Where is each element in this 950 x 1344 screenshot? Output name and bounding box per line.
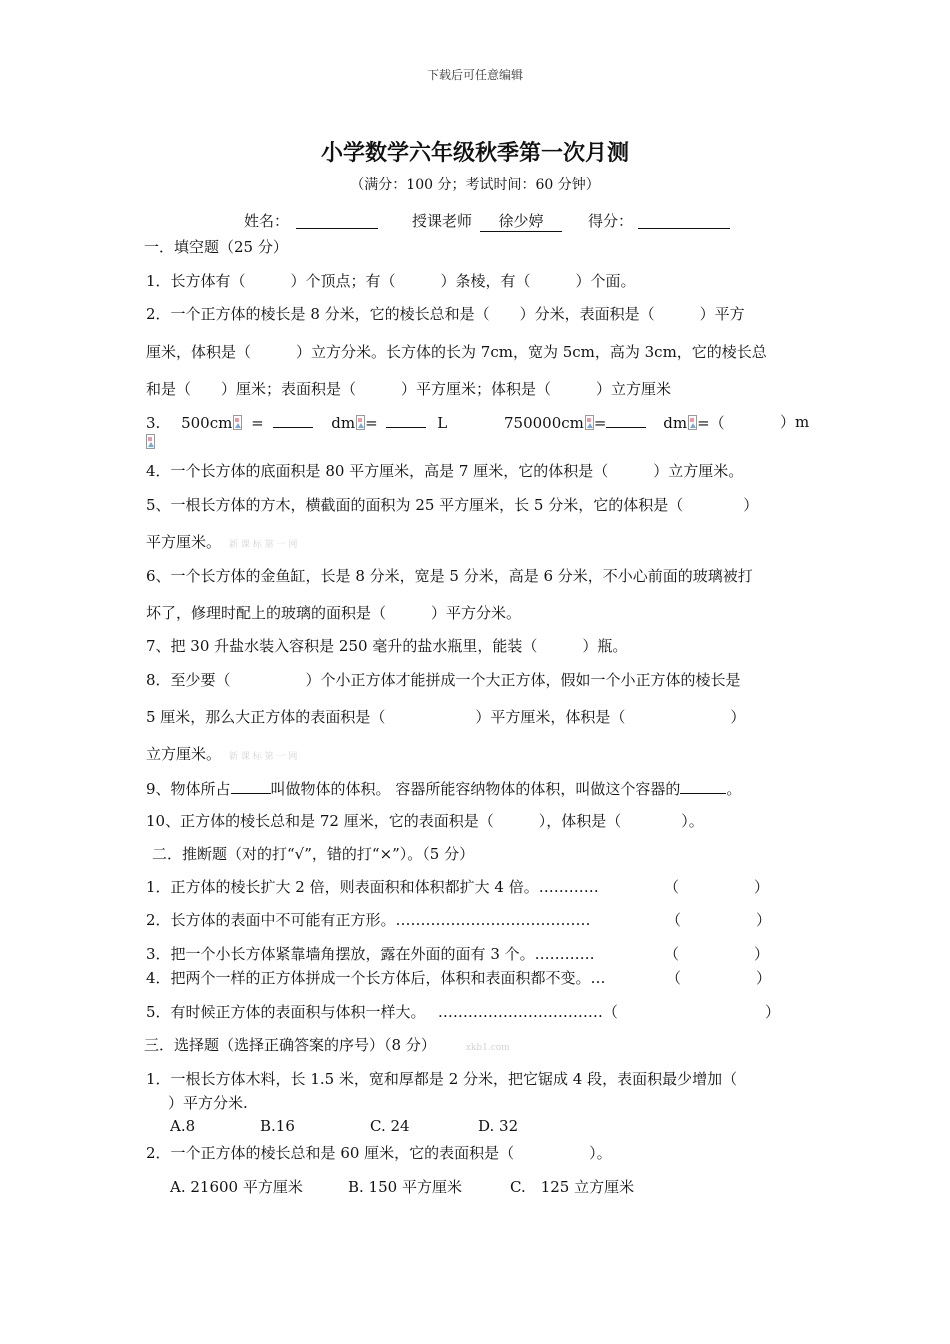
choice-q2-opt-c: C. 125 立方厘米 bbox=[510, 1178, 635, 1196]
teacher-label: 授课老师 bbox=[412, 212, 473, 230]
page-subtitle: （满分：100 分；考试时间：60 分钟） bbox=[350, 177, 600, 193]
choice-q1-opt-c: C. 24 bbox=[370, 1117, 410, 1135]
judge-item-2: 2．长方体的表面中不可能有正方形。………………………………… bbox=[146, 911, 591, 929]
choice-q1-opt-a: A.8 bbox=[170, 1117, 196, 1135]
judge-item-4: 4．把两个一样的正方体拼成一个长方体后，体积和表面积都不变。… bbox=[146, 969, 606, 987]
q1-5b: 平方厘米。 新 课 标 第 一 网 bbox=[146, 533, 298, 551]
judge-paren-4: （ ） bbox=[666, 969, 772, 987]
q1-2a: 2．一个正方体的棱长是 8 分米，它的棱长总和是（ ）分米，表面积是（ ）平方 bbox=[146, 305, 745, 323]
q3-dm2: dm bbox=[663, 414, 688, 432]
judge-paren-2: （ ） bbox=[666, 911, 772, 929]
watermark: 新 课 标 第 一 网 bbox=[229, 752, 298, 762]
teacher-name: 徐少婷 bbox=[480, 210, 562, 232]
section2-heading: 二．推断题（对的打“√”，错的打“×”）。（5 分） bbox=[152, 845, 475, 863]
q3-750000cm: 750000cm bbox=[504, 414, 584, 432]
q3-end: ）m bbox=[780, 413, 810, 431]
choice-q1-opt-b: B.16 bbox=[260, 1117, 295, 1135]
q3-eq1: = bbox=[251, 414, 264, 432]
watermark: 新 课 标 第 一 网 bbox=[229, 540, 298, 550]
q1-10: 10、正方体的棱长总和是 72 厘米，它的表面积是（ ），体积是（ ）。 bbox=[146, 812, 704, 830]
q3-L: L bbox=[437, 414, 448, 432]
q1-6a: 6、一个长方体的金鱼缸，长是 8 分米，宽是 5 分米，高是 6 分米，不小心前面的玻璃被打 bbox=[146, 567, 753, 585]
header-note: 下载后可任意编辑 bbox=[426, 68, 523, 82]
q3-500cm: 500cm bbox=[181, 414, 233, 432]
q3-eq3: = bbox=[593, 414, 607, 432]
score-label: 得分： bbox=[588, 212, 634, 230]
judge-item-5: 5．有时候正方体的表面积与体积一样大。 ……………………………（ bbox=[146, 1003, 618, 1021]
q3-dm1: dm bbox=[331, 414, 356, 432]
q1-5a: 5、一根长方体的方木，横截面的面积为 25 平方厘米，长 5 分米，它的体积是（ ） bbox=[146, 496, 759, 514]
q1-7: 7、把 30 升盐水装入容积是 250 毫升的盐水瓶里，能装（ ）瓶。 bbox=[146, 637, 628, 655]
broken-image-icon bbox=[585, 415, 594, 430]
q1-1: 1．长方体有（ ）个顶点；有（ ）条棱，有（ ）个面。 bbox=[146, 272, 636, 290]
q3-blank3 bbox=[606, 411, 646, 428]
name-label: 姓名： bbox=[244, 212, 290, 230]
broken-image-icon bbox=[146, 434, 155, 453]
watermark: xkb1.com bbox=[465, 1043, 510, 1053]
broken-image-icon bbox=[688, 415, 697, 430]
q1-8c: 立方厘米。 新 课 标 第 一 网 bbox=[146, 745, 298, 763]
broken-image-icon bbox=[233, 415, 242, 430]
score-blank bbox=[638, 212, 730, 233]
judge-paren-3: （ ） bbox=[664, 945, 770, 963]
choice-q1-opt-d: D. 32 bbox=[478, 1117, 519, 1135]
choice-q1a: 1．一根长方体木料，长 1.5 米，宽和厚都是 2 分米，把它锯成 4 段，表面积最少增加（ bbox=[146, 1070, 738, 1088]
judge-item-1: 1．正方体的棱长扩大 2 倍，则表面积和体积都扩大 4 倍。………… bbox=[146, 878, 599, 896]
section3-heading: 三．选择题（选择正确答案的序号）（8 分） xkb1.com bbox=[144, 1036, 510, 1054]
q9-blank1 bbox=[231, 777, 271, 794]
q9-blank2 bbox=[680, 777, 726, 794]
q1-8b: 5 厘米，那么大正方体的表面积是（ ）平方厘米，体积是（ ） bbox=[146, 708, 746, 726]
q1-6b: 坏了，修理时配上的玻璃的面积是（ ）平方分米。 bbox=[146, 604, 522, 622]
name-blank bbox=[296, 212, 378, 233]
q3-blank1 bbox=[273, 411, 313, 428]
q1-8a: 8．至少要（ ）个小正方体才能拼成一个大正方体，假如一个小正方体的棱长是 bbox=[146, 671, 741, 689]
q1-3 bbox=[146, 411, 447, 432]
q1-4: 4．一个长方体的底面积是 80 平方厘米，高是 7 厘米，它的体积是（ ）立方厘米。 bbox=[146, 462, 744, 480]
choice-q2: 2．一个正方体的棱长总和是 60 厘米，它的表面积是（ ）。 bbox=[146, 1144, 612, 1162]
page-title: 小学数学六年级秋季第一次月测 bbox=[320, 141, 629, 166]
choice-q2-opt-a: A. 21600 平方厘米 bbox=[170, 1178, 303, 1196]
q1-2b: 厘米，体积是（ ）立方分米。长方体的长为 7cm，宽为 5cm，高为 3cm，它的棱长总 bbox=[146, 343, 767, 361]
judge-paren-5: ） bbox=[690, 1003, 781, 1021]
judge-paren-1: （ ） bbox=[664, 878, 770, 896]
q1-2c: 和是（ ）厘米；表面积是（ ）平方厘米；体积是（ ）立方厘米 bbox=[146, 380, 672, 398]
q1-9: 9、物体所占 叫做物体的体积。 容器所能容纳物体的体积，叫做这个容器的 。 bbox=[146, 777, 741, 799]
broken-image-icon bbox=[356, 415, 365, 430]
judge-item-3: 3．把一个小长方体紧靠墙角摆放，露在外面的面有 3 个。………… bbox=[146, 945, 595, 963]
q3-blank2 bbox=[386, 411, 426, 428]
q3-num: 3. bbox=[146, 414, 161, 432]
choice-q2-opt-b: B. 150 平方厘米 bbox=[348, 1178, 462, 1196]
q1-3b bbox=[504, 411, 725, 433]
section1-heading: 一．填空题（25 分） bbox=[144, 238, 288, 256]
q3-eq2: = bbox=[365, 414, 378, 432]
choice-q1b: ）平方分米. bbox=[168, 1094, 248, 1112]
q3-eq4: =（ bbox=[697, 414, 725, 432]
